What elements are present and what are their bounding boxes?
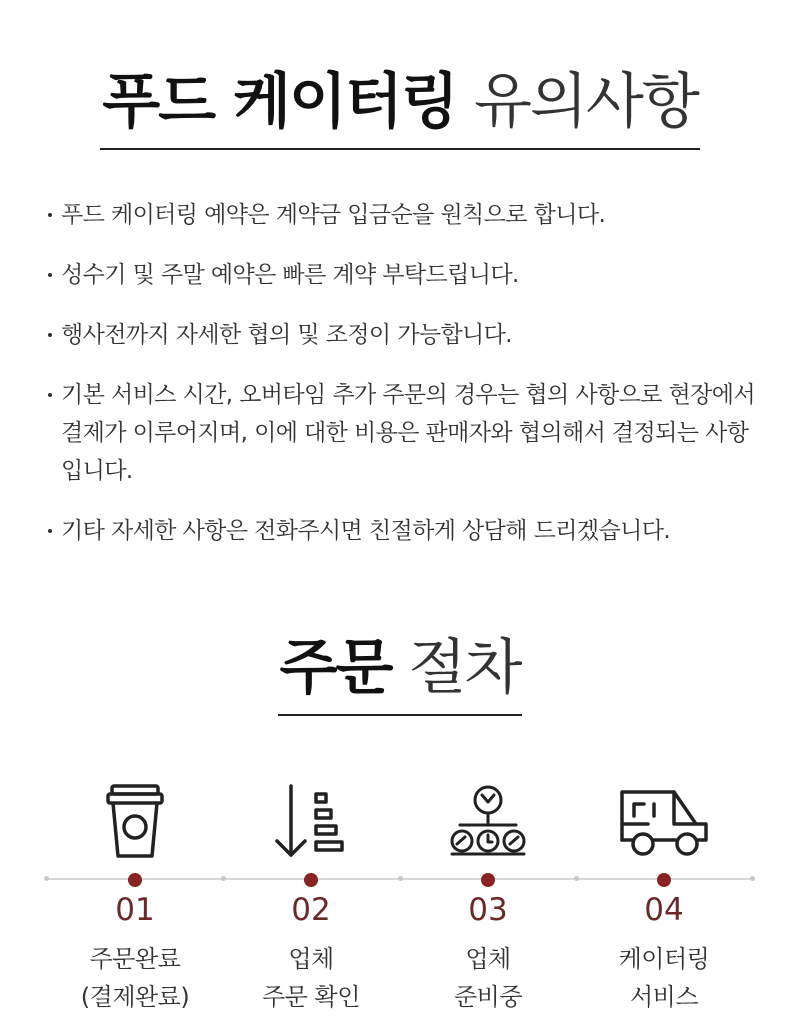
step-number: 04 [644, 892, 684, 928]
timeline-tick [44, 876, 49, 881]
step-label-line: 업체 [465, 945, 511, 973]
catering-notice-title-bold: 푸드 케이터링 [102, 67, 457, 137]
delivery-truck-icon [614, 780, 714, 860]
step-label-line: (결제완료) [80, 983, 190, 1011]
timeline-tick [221, 876, 226, 881]
order-process-title [278, 630, 523, 716]
catering-notice-title [100, 64, 700, 150]
order-step [226, 780, 396, 1011]
timeline-tick [574, 876, 579, 881]
notice-item: 기본 서비스 시간, 오버타임 추가 주문의 경우는 협의 사항으로 현장에서 결제가 이루어지며, 이에 대한 비용은 판매자와 협의해서 결정되는 사항입니다. [46, 376, 766, 490]
step-label-line: 서비스 [629, 983, 699, 1011]
notice-item: 성수기 및 주말 예약은 빠른 계약 부탁드립니다. [46, 256, 766, 294]
catering-notice-header [0, 64, 800, 150]
coffee-cup-icon [85, 780, 185, 860]
step-number: 02 [291, 892, 331, 928]
clock-gauges-icon [438, 780, 538, 860]
step-label-line: 업체 [288, 945, 334, 973]
step-number: 03 [468, 892, 508, 928]
catering-notice-title-light: 유의사항 [473, 67, 698, 137]
order-process-title-bold: 주문 [279, 633, 392, 703]
catering-notice-list [46, 196, 766, 572]
timeline-tick [398, 876, 403, 881]
order-step [579, 780, 749, 1011]
sort-down-icon [261, 780, 361, 860]
step-label [50, 940, 220, 1016]
notice-item: 푸드 케이터링 예약은 계약금 입금순을 원칙으로 합니다. [46, 196, 766, 234]
step-marker-dot [128, 873, 142, 887]
notice-item: 기타 자세한 사항은 전화주시면 친절하게 상담해 드리겠습니다. [46, 512, 766, 550]
step-label-line: 준비중 [453, 983, 523, 1011]
step-marker-dot [657, 873, 671, 887]
step-marker-dot [481, 873, 495, 887]
timeline-tick [750, 876, 755, 881]
step-label-line: 주문완료 [89, 945, 181, 973]
notice-item: 행사전까지 자세한 협의 및 조정이 가능합니다. [46, 316, 766, 354]
order-process-header [0, 630, 800, 716]
order-step [403, 780, 573, 1011]
step-number: 01 [115, 892, 155, 928]
step-label [579, 940, 749, 1016]
step-label [403, 940, 573, 1016]
order-process-title-light: 절차 [408, 633, 521, 703]
order-step [50, 780, 220, 1011]
step-label-line: 주문 확인 [262, 983, 360, 1011]
step-marker-dot [304, 873, 318, 887]
step-label [226, 940, 396, 1016]
step-label-line: 케이터링 [618, 945, 710, 973]
